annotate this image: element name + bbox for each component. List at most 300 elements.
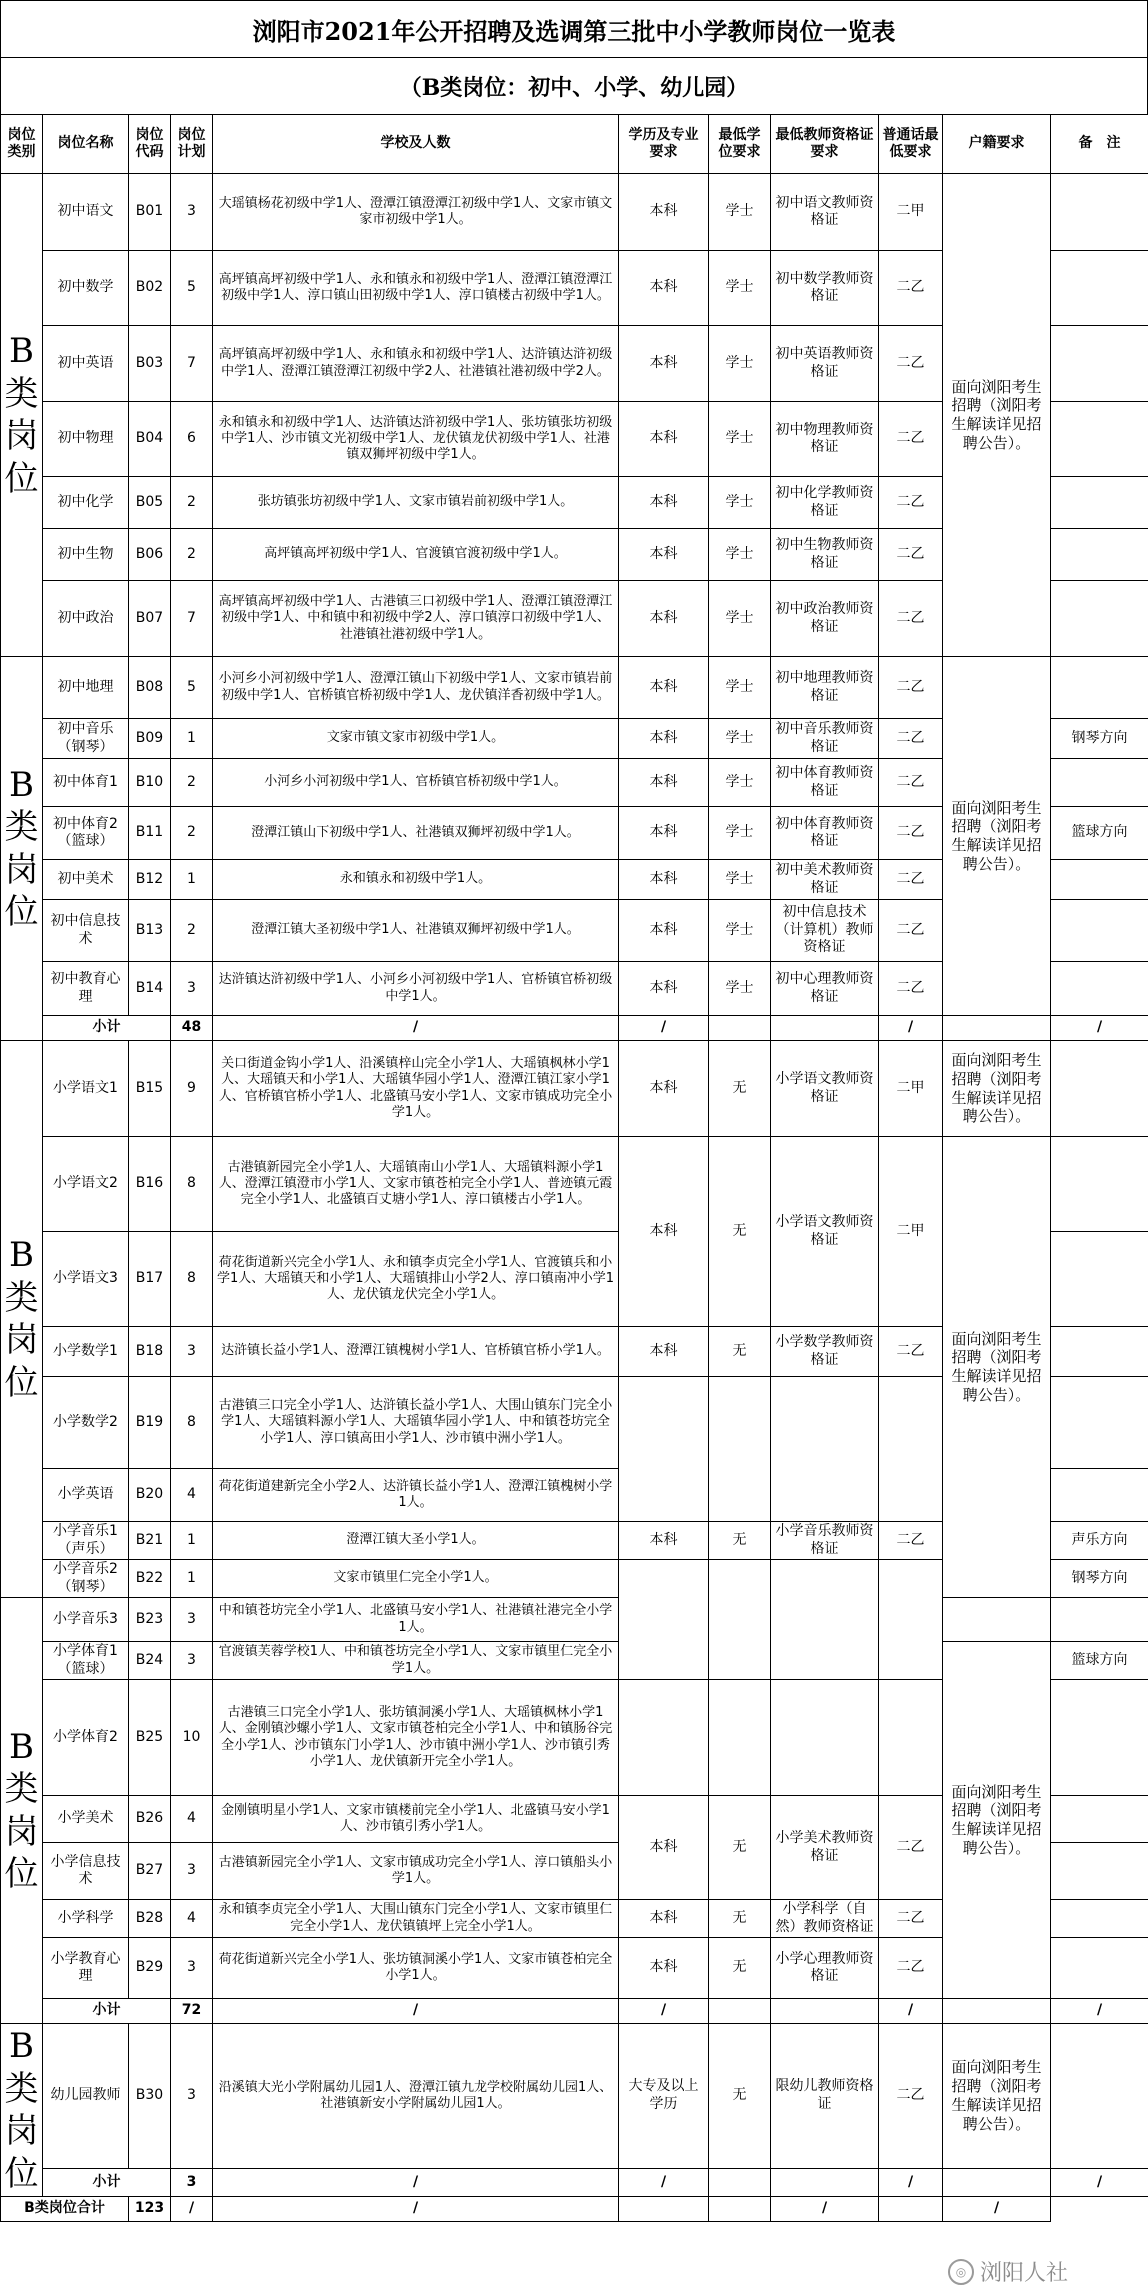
- header-cell: 最低学位要求: [709, 115, 771, 174]
- school-cell: 永和镇永和初级中学1人。: [213, 860, 619, 900]
- empty-cell: [943, 1016, 1051, 1041]
- position-code-cell: B17: [129, 1232, 171, 1327]
- position-code-cell: B26: [129, 1796, 171, 1843]
- header-row: [1, 115, 1148, 174]
- position-name-cell: 初中生物: [43, 529, 129, 581]
- school-cell: 古港镇新园完全小学1人、文家市镇成功完全小学1人、淳口镇船头小学1人。: [213, 1843, 619, 1900]
- summary-row: [1, 2197, 1148, 2222]
- note-cell: [1051, 581, 1148, 657]
- certificate-cell: 初中美术教师资格证: [771, 860, 879, 900]
- certificate-cell: 小学心理教师资格证: [771, 1938, 879, 1999]
- position-name-cell: 初中英语: [43, 326, 129, 402]
- note-cell: [1051, 1938, 1148, 1999]
- hukou-cell: 面向浏阳考生招聘（浏阳考生解读详见招聘公告）。: [943, 1137, 1051, 1598]
- subtotal-value-cell: 3: [171, 2168, 213, 2196]
- position-plan-cell: 7: [171, 326, 213, 402]
- position-code-cell: B06: [129, 529, 171, 581]
- slash-cell: /: [619, 1999, 709, 2024]
- empty-cell: [771, 1999, 879, 2024]
- note-cell: [1051, 1796, 1148, 1843]
- position-code-cell: B15: [129, 1041, 171, 1137]
- header-cell: 学历及专业要求: [619, 115, 709, 174]
- school-cell: 古港镇新园完全小学1人、大瑶镇南山小学1人、大瑶镇料源小学1人、澄潭江镇澄市小学1人、文家市镇苍柏完全小学1人、普迹镇元霞完全小学1人、北盛镇百丈塘小学1人、淳口镇楼古小学1人。: [213, 1137, 619, 1232]
- education-cell: 本科: [619, 719, 709, 759]
- school-cell: 澄潭江镇山下初级中学1人、社港镇双狮坪初级中学1人。: [213, 807, 619, 860]
- degree-cell: 无: [709, 2024, 771, 2169]
- slash-cell: /: [1051, 1999, 1148, 2024]
- school-cell: 澄潭江镇大圣初级中学1人、社港镇双狮坪初级中学1人。: [213, 900, 619, 962]
- note-cell: [1051, 529, 1148, 581]
- school-cell: 中和镇苍坊完全小学1人、北盛镇马安小学1人、社港镇社港完全小学1人。: [213, 1598, 619, 1642]
- certificate-cell: 初中体育教师资格证: [771, 807, 879, 860]
- note-cell: [1051, 900, 1148, 962]
- degree-cell: [709, 1560, 771, 1680]
- empty-cell: [709, 2197, 771, 2222]
- watermark-text: 浏阳人社: [980, 2261, 1069, 2286]
- slash-cell: /: [879, 2168, 943, 2196]
- school-cell: 张坊镇张坊初级中学1人、文家市镇岩前初级中学1人。: [213, 477, 619, 529]
- certificate-cell: 初中英语教师资格证: [771, 326, 879, 402]
- position-plan-cell: 5: [171, 251, 213, 326]
- position-name-cell: 幼儿园教师: [43, 2024, 129, 2169]
- position-plan-cell: 3: [171, 1327, 213, 1377]
- note-cell: [1051, 1041, 1148, 1137]
- certificate-cell: 初中心理教师资格证: [771, 962, 879, 1016]
- position-plan-cell: 8: [171, 1377, 213, 1469]
- position-plan-cell: 5: [171, 657, 213, 719]
- school-cell: 高坪镇高坪初级中学1人、官渡镇官渡初级中学1人。: [213, 529, 619, 581]
- education-cell: 本科: [619, 860, 709, 900]
- school-cell: 文家市镇文家市初级中学1人。: [213, 719, 619, 759]
- degree-cell: [709, 1680, 771, 1796]
- slash-cell: /: [1051, 1016, 1148, 1041]
- certificate-cell: 初中音乐教师资格证: [771, 719, 879, 759]
- mandarin-cell: 二乙: [879, 1938, 943, 1999]
- certificate-cell: 初中化学教师资格证: [771, 477, 879, 529]
- degree-cell: 学士: [709, 719, 771, 759]
- position-code-cell: B03: [129, 326, 171, 402]
- position-name-cell: 小学语文3: [43, 1232, 129, 1327]
- slash-cell: /: [619, 1016, 709, 1041]
- slash-cell: /: [213, 1999, 619, 2024]
- slash-cell: /: [171, 2197, 213, 2222]
- positions-table: [0, 114, 1148, 2222]
- position-name-cell: 初中音乐（钢琴）: [43, 719, 129, 759]
- position-plan-cell: 3: [171, 1598, 213, 1642]
- summary-row: [1, 1999, 1148, 2024]
- slash-cell: /: [213, 2168, 619, 2196]
- page-title: 浏阳市2021年公开招聘及选调第三批中小学教师岗位一览表: [0, 0, 1148, 58]
- note-cell: [1051, 962, 1148, 1016]
- position-name-cell: 初中美术: [43, 860, 129, 900]
- mandarin-cell: [879, 1680, 943, 1796]
- position-name-cell: 小学科学: [43, 1900, 129, 1938]
- page-subtitle: （B类岗位：初中、小学、幼儿园）: [0, 58, 1148, 114]
- certificate-cell: 初中物理教师资格证: [771, 402, 879, 477]
- degree-cell: 学士: [709, 759, 771, 807]
- note-cell: 篮球方向: [1051, 807, 1148, 860]
- summary-row: [1, 2168, 1148, 2196]
- certificate-cell: [771, 1680, 879, 1796]
- subtotal-label-cell: 小计: [43, 1016, 171, 1041]
- position-plan-cell: 3: [171, 1642, 213, 1680]
- category-cell: B类岗位: [1, 1041, 43, 1598]
- note-cell: [1051, 1137, 1148, 1232]
- position-name-cell: 初中地理: [43, 657, 129, 719]
- school-cell: 金刚镇明星小学1人、文家市镇楼前完全小学1人、北盛镇马安小学1人、沙市镇引秀小学1人。: [213, 1796, 619, 1843]
- position-code-cell: B21: [129, 1522, 171, 1560]
- subtotal-value-cell: 48: [171, 1016, 213, 1041]
- empty-cell: [771, 2168, 879, 2196]
- degree-cell: 无: [709, 1041, 771, 1137]
- mandarin-cell: 二乙: [879, 759, 943, 807]
- subtotal-value-cell: 123: [129, 2197, 171, 2222]
- header-cell: 岗位类别: [1, 115, 43, 174]
- mandarin-cell: 二乙: [879, 1796, 943, 1900]
- position-code-cell: B25: [129, 1680, 171, 1796]
- position-plan-cell: 3: [171, 174, 213, 251]
- education-cell: 本科: [619, 251, 709, 326]
- certificate-cell: 小学语文教师资格证: [771, 1041, 879, 1137]
- school-cell: 永和镇李贞完全小学1人、大围山镇东门完全小学1人、文家市镇里仁完全小学1人、龙伏镇镇坪上完全小学1人。: [213, 1900, 619, 1938]
- table-row: [1, 174, 1148, 251]
- degree-cell: 无: [709, 1327, 771, 1377]
- position-plan-cell: 3: [171, 962, 213, 1016]
- position-code-cell: B18: [129, 1327, 171, 1377]
- empty-cell: [709, 1999, 771, 2024]
- degree-cell: 学士: [709, 529, 771, 581]
- note-cell: 钢琴方向: [1051, 719, 1148, 759]
- position-code-cell: B02: [129, 251, 171, 326]
- education-cell: 本科: [619, 657, 709, 719]
- position-name-cell: 小学体育2: [43, 1680, 129, 1796]
- school-cell: 官渡镇芙蓉学校1人、中和镇苍坊完全小学1人、文家市镇里仁完全小学1人。: [213, 1642, 619, 1680]
- header-cell: 岗位代码: [129, 115, 171, 174]
- school-cell: 荷花街道新兴完全小学1人、永和镇李贞完全小学1人、官渡镇兵和小学1人、大瑶镇天和小学1人、大瑶镇排山小学2人、淳口镇南冲小学1人、龙伏镇龙伏完全小学1人。: [213, 1232, 619, 1327]
- position-plan-cell: 3: [171, 1843, 213, 1900]
- position-plan-cell: 4: [171, 1796, 213, 1843]
- position-name-cell: 小学音乐3: [43, 1598, 129, 1642]
- table-row: [1, 1598, 1148, 1642]
- position-plan-cell: 10: [171, 1680, 213, 1796]
- mandarin-cell: 二乙: [879, 477, 943, 529]
- position-plan-cell: 3: [171, 2024, 213, 2169]
- subtotal-label-cell: 小计: [43, 1999, 171, 2024]
- mandarin-cell: 二乙: [879, 402, 943, 477]
- note-cell: [1051, 657, 1148, 719]
- total-label-cell: B类岗位合计: [1, 2197, 129, 2222]
- mandarin-cell: 二乙: [879, 860, 943, 900]
- degree-cell: 学士: [709, 174, 771, 251]
- header-cell: 最低教师资格证要求: [771, 115, 879, 174]
- school-cell: 达浒镇达浒初级中学1人、小河乡小河初级中学1人、官桥镇官桥初级中学1人。: [213, 962, 619, 1016]
- position-name-cell: 小学数学2: [43, 1377, 129, 1469]
- position-plan-cell: 3: [171, 1938, 213, 1999]
- position-name-cell: 小学体育1（篮球）: [43, 1642, 129, 1680]
- degree-cell: 学士: [709, 402, 771, 477]
- mandarin-cell: 二甲: [879, 1137, 943, 1327]
- degree-cell: 无: [709, 1796, 771, 1900]
- degree-cell: 学士: [709, 962, 771, 1016]
- slash-cell: /: [879, 1999, 943, 2024]
- education-cell: 本科: [619, 174, 709, 251]
- note-cell: [1051, 1680, 1148, 1796]
- mandarin-cell: 二乙: [879, 529, 943, 581]
- position-plan-cell: 4: [171, 1900, 213, 1938]
- education-cell: 本科: [619, 402, 709, 477]
- education-cell: 本科: [619, 807, 709, 860]
- position-name-cell: 初中体育2（篮球）: [43, 807, 129, 860]
- degree-cell: 学士: [709, 860, 771, 900]
- education-cell: 本科: [619, 1522, 709, 1560]
- certificate-cell: 初中地理教师资格证: [771, 657, 879, 719]
- school-cell: 古港镇三口完全小学1人、张坊镇洞溪小学1人、大瑶镇枫林小学1人、金刚镇沙螺小学1人、文家市镇苍柏完全小学1人、中和镇肠谷完全小学1人、沙市镇东门小学1人、沙市镇中洲小学1人、沙市镇引秀小学1人、龙伏镇新开完全小学1人。: [213, 1680, 619, 1796]
- certificate-cell: 小学美术教师资格证: [771, 1796, 879, 1900]
- school-cell: 大瑶镇杨花初级中学1人、澄潭江镇澄潭江初级中学1人、文家市镇文家市初级中学1人。: [213, 174, 619, 251]
- certificate-cell: 限幼儿教师资格证: [771, 2024, 879, 2169]
- mandarin-cell: 二乙: [879, 1327, 943, 1377]
- degree-cell: 学士: [709, 807, 771, 860]
- position-plan-cell: 1: [171, 1522, 213, 1560]
- position-code-cell: B07: [129, 581, 171, 657]
- header-cell: 普通话最低要求: [879, 115, 943, 174]
- slash-cell: /: [213, 1016, 619, 1041]
- degree-cell: 无: [709, 1900, 771, 1938]
- education-cell: 大专及以上学历: [619, 2024, 709, 2169]
- slash-cell: /: [943, 2197, 1051, 2222]
- position-code-cell: B22: [129, 1560, 171, 1598]
- position-code-cell: B08: [129, 657, 171, 719]
- position-name-cell: 初中物理: [43, 402, 129, 477]
- empty-cell: [709, 1016, 771, 1041]
- mandarin-cell: 二乙: [879, 719, 943, 759]
- empty-cell: [943, 2168, 1051, 2196]
- certificate-cell: 小学数学教师资格证: [771, 1327, 879, 1377]
- empty-cell: [709, 2168, 771, 2196]
- slash-cell: /: [879, 1016, 943, 1041]
- mandarin-cell: 二甲: [879, 174, 943, 251]
- position-plan-cell: 8: [171, 1137, 213, 1232]
- slash-cell: /: [1051, 2168, 1148, 2196]
- degree-cell: 无: [709, 1522, 771, 1560]
- table-row: [1, 1642, 1148, 1680]
- mandarin-cell: 二乙: [879, 657, 943, 719]
- position-plan-cell: 8: [171, 1232, 213, 1327]
- position-code-cell: B24: [129, 1642, 171, 1680]
- certificate-cell: 小学语文教师资格证: [771, 1137, 879, 1327]
- certificate-cell: 初中生物教师资格证: [771, 529, 879, 581]
- school-cell: 高坪镇高坪初级中学1人、永和镇永和初级中学1人、达浒镇达浒初级中学1人、澄潭江镇澄潭江初级中学2人、社港镇社港初级中学2人。: [213, 326, 619, 402]
- certificate-cell: 初中体育教师资格证: [771, 759, 879, 807]
- mandarin-cell: [879, 1560, 943, 1680]
- degree-cell: [709, 1377, 771, 1522]
- degree-cell: 学士: [709, 477, 771, 529]
- position-name-cell: 初中信息技术: [43, 900, 129, 962]
- school-cell: 文家市镇里仁完全小学1人。: [213, 1560, 619, 1598]
- note-cell: [1051, 1327, 1148, 1377]
- note-cell: 钢琴方向: [1051, 1560, 1148, 1598]
- position-plan-cell: 1: [171, 860, 213, 900]
- school-cell: 古港镇三口完全小学1人、达浒镇长益小学1人、大围山镇东门完全小学1人、大瑶镇料源小学1人、大瑶镇华园小学1人、中和镇苍坊完全小学1人、淳口镇高田小学1人、沙市镇中洲小学1人。: [213, 1377, 619, 1469]
- position-plan-cell: 1: [171, 1560, 213, 1598]
- position-code-cell: B11: [129, 807, 171, 860]
- note-cell: [1051, 1469, 1148, 1522]
- school-cell: 澄潭江镇大圣小学1人。: [213, 1522, 619, 1560]
- certificate-cell: [771, 1560, 879, 1680]
- category-cell: B类岗位: [1, 1598, 43, 2024]
- position-name-cell: 初中语文: [43, 174, 129, 251]
- position-code-cell: B20: [129, 1469, 171, 1522]
- note-cell: [1051, 860, 1148, 900]
- degree-cell: 学士: [709, 581, 771, 657]
- position-name-cell: 小学数学1: [43, 1327, 129, 1377]
- education-cell: [619, 1680, 709, 1796]
- category-cell: B类岗位: [1, 174, 43, 657]
- header-cell: 岗位计划: [171, 115, 213, 174]
- mandarin-cell: 二乙: [879, 900, 943, 962]
- degree-cell: 学士: [709, 900, 771, 962]
- note-cell: [1051, 1232, 1148, 1327]
- subtotal-label-cell: 小计: [43, 2168, 171, 2196]
- category-cell: B类岗位: [1, 657, 43, 1041]
- wechat-icon: ◎: [948, 2259, 974, 2285]
- education-cell: 本科: [619, 1327, 709, 1377]
- education-cell: 本科: [619, 529, 709, 581]
- note-cell: [1051, 759, 1148, 807]
- watermark: [948, 2256, 1068, 2287]
- degree-cell: 学士: [709, 251, 771, 326]
- position-code-cell: B27: [129, 1843, 171, 1900]
- note-cell: [1051, 402, 1148, 477]
- education-cell: 本科: [619, 1796, 709, 1900]
- table-row: [1, 1041, 1148, 1137]
- education-cell: 本科: [619, 477, 709, 529]
- header-cell: 岗位名称: [43, 115, 129, 174]
- note-cell: [1051, 1843, 1148, 1900]
- empty-cell: [879, 2197, 943, 2222]
- position-code-cell: B14: [129, 962, 171, 1016]
- certificate-cell: 初中信息技术（计算机）教师资格证: [771, 900, 879, 962]
- position-plan-cell: 2: [171, 477, 213, 529]
- position-name-cell: 初中化学: [43, 477, 129, 529]
- note-cell: [943, 1598, 1051, 1642]
- hukou-cell: 面向浏阳考生招聘（浏阳考生解读详见招聘公告）。: [943, 657, 1051, 1016]
- note-cell: 篮球方向: [1051, 1642, 1148, 1680]
- position-plan-cell: 6: [171, 402, 213, 477]
- school-cell: 永和镇永和初级中学1人、达浒镇达浒初级中学1人、张坊镇张坊初级中学1人、沙市镇文光初级中学1人、龙伏镇龙伏初级中学1人、社港镇双狮坪初级中学1人。: [213, 402, 619, 477]
- position-code-cell: B16: [129, 1137, 171, 1232]
- mandarin-cell: 二乙: [879, 2024, 943, 2169]
- subtotal-value-cell: 72: [171, 1999, 213, 2024]
- position-name-cell: 小学语文2: [43, 1137, 129, 1232]
- position-name-cell: 小学美术: [43, 1796, 129, 1843]
- certificate-cell: 初中语文教师资格证: [771, 174, 879, 251]
- hukou-cell: 面向浏阳考生招聘（浏阳考生解读详见招聘公告）。: [943, 1642, 1051, 1999]
- slash-cell: /: [619, 2168, 709, 2196]
- position-name-cell: 初中数学: [43, 251, 129, 326]
- position-plan-cell: 1: [171, 719, 213, 759]
- education-cell: 本科: [619, 759, 709, 807]
- position-plan-cell: 2: [171, 529, 213, 581]
- education-cell: 本科: [619, 581, 709, 657]
- position-name-cell: 初中政治: [43, 581, 129, 657]
- position-name-cell: 小学英语: [43, 1469, 129, 1522]
- position-name-cell: 小学教育心理: [43, 1938, 129, 1999]
- school-cell: 荷花街道建新完全小学2人、达浒镇长益小学1人、澄潭江镇槐树小学1人。: [213, 1469, 619, 1522]
- table-row: [1, 657, 1148, 719]
- note-cell: [1051, 1377, 1148, 1469]
- position-code-cell: B13: [129, 900, 171, 962]
- certificate-cell: [771, 1377, 879, 1522]
- position-name-cell: 小学信息技术: [43, 1843, 129, 1900]
- header-cell: 备 注: [1051, 115, 1148, 174]
- mandarin-cell: 二乙: [879, 326, 943, 402]
- mandarin-cell: 二乙: [879, 251, 943, 326]
- position-name-cell: 小学音乐2（钢琴）: [43, 1560, 129, 1598]
- position-code-cell: B09: [129, 719, 171, 759]
- education-cell: 本科: [619, 326, 709, 402]
- note-cell: [1051, 174, 1148, 251]
- slash-cell: /: [213, 2197, 619, 2222]
- school-cell: 小河乡小河初级中学1人、官桥镇官桥初级中学1人。: [213, 759, 619, 807]
- position-code-cell: B04: [129, 402, 171, 477]
- table-row: [1, 1137, 1148, 1232]
- mandarin-cell: 二乙: [879, 962, 943, 1016]
- school-cell: 达浒镇长益小学1人、澄潭江镇槐树小学1人、官桥镇官桥小学1人。: [213, 1327, 619, 1377]
- position-plan-cell: 7: [171, 581, 213, 657]
- certificate-cell: 小学音乐教师资格证: [771, 1522, 879, 1560]
- position-name-cell: 小学音乐1（声乐）: [43, 1522, 129, 1560]
- hukou-cell: 面向浏阳考生招聘（浏阳考生解读详见招聘公告）。: [943, 1041, 1051, 1137]
- hukou-cell: 面向浏阳考生招聘（浏阳考生解读详见招聘公告）。: [943, 2024, 1051, 2169]
- education-cell: [619, 1377, 709, 1522]
- school-cell: 高坪镇高坪初级中学1人、永和镇永和初级中学1人、澄潭江镇澄潭江初级中学1人、淳口镇山田初级中学1人、淳口镇楼古初级中学1人。: [213, 251, 619, 326]
- education-cell: 本科: [619, 1938, 709, 1999]
- degree-cell: 学士: [709, 326, 771, 402]
- position-name-cell: 小学语文1: [43, 1041, 129, 1137]
- certificate-cell: 初中政治教师资格证: [771, 581, 879, 657]
- mandarin-cell: 二甲: [879, 1041, 943, 1137]
- empty-cell: [619, 2197, 709, 2222]
- position-plan-cell: 4: [171, 1469, 213, 1522]
- certificate-cell: 初中数学教师资格证: [771, 251, 879, 326]
- mandarin-cell: 二乙: [879, 581, 943, 657]
- certificate-cell: 小学科学（自然）教师资格证: [771, 1900, 879, 1938]
- mandarin-cell: 二乙: [879, 807, 943, 860]
- school-cell: 小河乡小河初级中学1人、澄潭江镇山下初级中学1人、文家市镇岩前初级中学1人、官桥镇官桥初级中学1人、龙伏镇洋香初级中学1人。: [213, 657, 619, 719]
- school-cell: 高坪镇高坪初级中学1人、古港镇三口初级中学1人、澄潭江镇澄潭江初级中学1人、中和镇中和初级中学2人、淳口镇淳口初级中学1人、社港镇社港初级中学1人。: [213, 581, 619, 657]
- position-code-cell: B30: [129, 2024, 171, 2169]
- position-plan-cell: 2: [171, 900, 213, 962]
- position-code-cell: B10: [129, 759, 171, 807]
- note-cell: [1051, 477, 1148, 529]
- education-cell: 本科: [619, 1137, 709, 1327]
- position-plan-cell: 2: [171, 807, 213, 860]
- position-code-cell: B05: [129, 477, 171, 529]
- degree-cell: 无: [709, 1938, 771, 1999]
- note-cell: [1051, 251, 1148, 326]
- position-code-cell: B23: [129, 1598, 171, 1642]
- note-cell: [1051, 326, 1148, 402]
- position-name-cell: 初中体育1: [43, 759, 129, 807]
- hukou-cell: 面向浏阳考生招聘（浏阳考生解读详见招聘公告）。: [943, 174, 1051, 657]
- slash-cell: /: [771, 2197, 879, 2222]
- header-cell: 户籍要求: [943, 115, 1051, 174]
- table-row: [1, 2024, 1148, 2169]
- education-cell: 本科: [619, 1900, 709, 1938]
- position-name-cell: 初中教育心理: [43, 962, 129, 1016]
- school-cell: 荷花街道新兴完全小学1人、张坊镇洞溪小学1人、文家市镇苍柏完全小学1人。: [213, 1938, 619, 1999]
